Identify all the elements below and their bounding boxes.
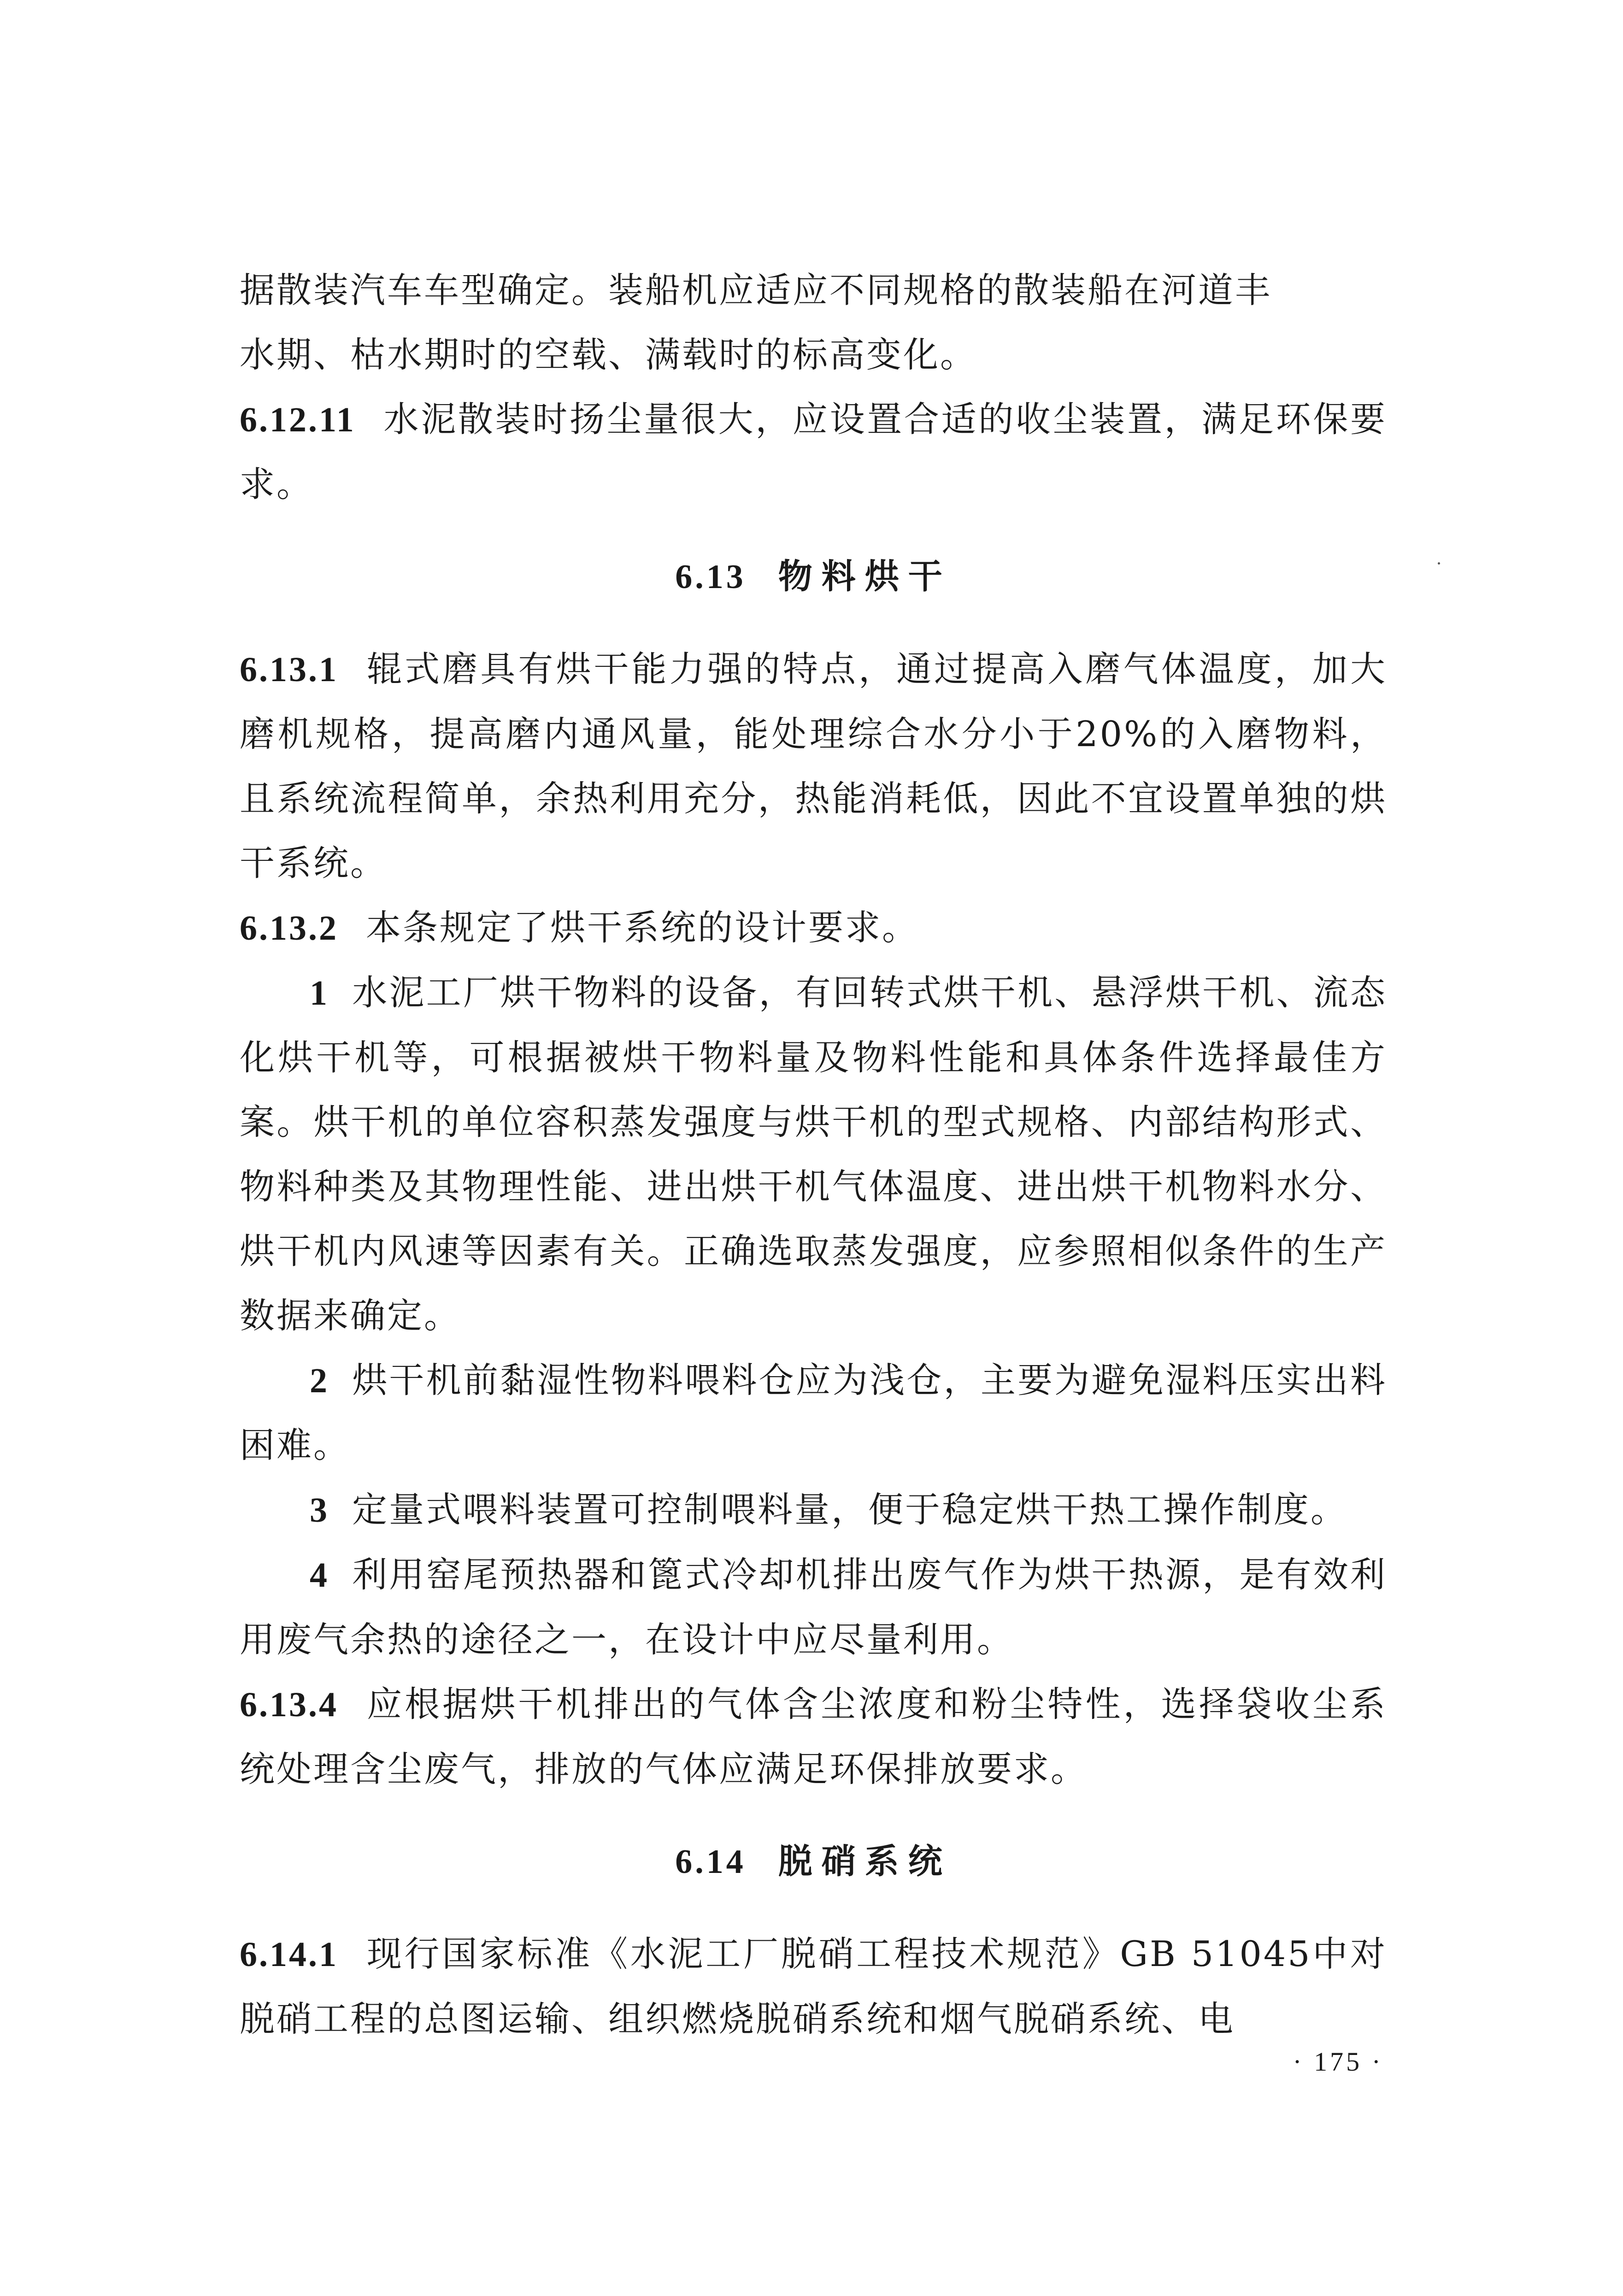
- clause-text: 应根据烘干机排出的气体含尘浓度和粉尘特性，选择袋收尘系统处理含尘废气，排放的气体应满足环保排放要求。: [240, 1684, 1387, 1790]
- item-number: 3: [310, 1491, 329, 1530]
- item-number: 1: [310, 974, 329, 1013]
- clause-6-13-4: [240, 1672, 1387, 1801]
- clause-6-13-2: [240, 895, 1387, 960]
- item-number: 2: [310, 1361, 329, 1400]
- continued-line-1: 据散装汽车车型确定。装船机应适应不同规格的散装船在河道丰: [240, 270, 1272, 311]
- section-title: 物料烘干: [778, 557, 952, 596]
- section-number: 6.13: [675, 558, 746, 596]
- section-heading-6-14: [240, 1829, 1387, 1894]
- continued-paragraph: [240, 258, 1387, 387]
- clause-6-14-1: [240, 1922, 1387, 2051]
- clause-text: 水泥散装时扬尘量很大，应设置合适的收尘装置，满足环保要求。: [240, 399, 1387, 505]
- clause-number: 6.13.1: [240, 650, 338, 689]
- item-text: 利用窑尾预热器和篦式冷却机排出废气作为烘干热源，是有效利用废气余热的途径之一，在设计中应尽量利用。: [240, 1554, 1387, 1660]
- page-number: · 175 ·: [1293, 2047, 1383, 2077]
- clause-text: 辊式磨具有烘干能力强的特点，通过提高入磨气体温度，加大磨机规格，提高磨内通风量，能处理综合水分小于20%的入磨物料，且系统流程简单，余热利用充分，热能消耗低，因此不宜设置单独的烘干系统。: [240, 648, 1387, 883]
- clause-text: 本条规定了烘干系统的设计要求。: [366, 907, 919, 948]
- item-number: 4: [310, 1556, 329, 1595]
- continued-line-2: 水期、枯水期时的空载、满载时的标高变化。: [240, 334, 977, 375]
- item-3: [240, 1478, 1387, 1542]
- item-text: 烘干机前黏湿性物料喂料仓应为浅仓，主要为避免湿料压实出料困难。: [240, 1360, 1387, 1466]
- item-text: 水泥工厂烘干物料的设备，有回转式烘干机、悬浮烘干机、流态化烘干机等，可根据被烘干物料量及物料性能和具体条件选择最佳方案。烘干机的单位容积蒸发强度与烘干机的型式规格、内部结构形式、物料种类及其物理性能、进出烘干机气体温度、进出烘干机物料水分、烘干机内风速等因素有关。正确选取蒸发强度，应参照相似条件的生产数据来确定。: [240, 972, 1387, 1336]
- item-1: [240, 960, 1387, 1348]
- scan-speck: [1438, 562, 1440, 565]
- section-heading-6-13: [240, 544, 1387, 609]
- section-number: 6.14: [675, 1843, 746, 1881]
- item-2: [240, 1348, 1387, 1478]
- item-4: [240, 1542, 1387, 1672]
- clause-number: 6.14.1: [240, 1935, 338, 1974]
- clause-6-13-1: [240, 637, 1387, 895]
- clause-6-12-11: [240, 387, 1387, 517]
- item-text: 定量式喂料装置可控制喂料量，便于稳定烘干热工操作制度。: [352, 1489, 1347, 1530]
- clause-number: 6.13.4: [240, 1685, 338, 1724]
- clause-number: 6.13.2: [240, 909, 338, 948]
- document-body: [240, 258, 1387, 2051]
- section-title: 脱硝系统: [778, 1842, 952, 1881]
- clause-number: 6.12.11: [240, 400, 356, 439]
- clause-text: 现行国家标准《水泥工厂脱硝工程技术规范》GB 51045中对脱硝工程的总图运输、组织燃烧脱硝系统和烟气脱硝系统、电: [240, 1933, 1387, 2039]
